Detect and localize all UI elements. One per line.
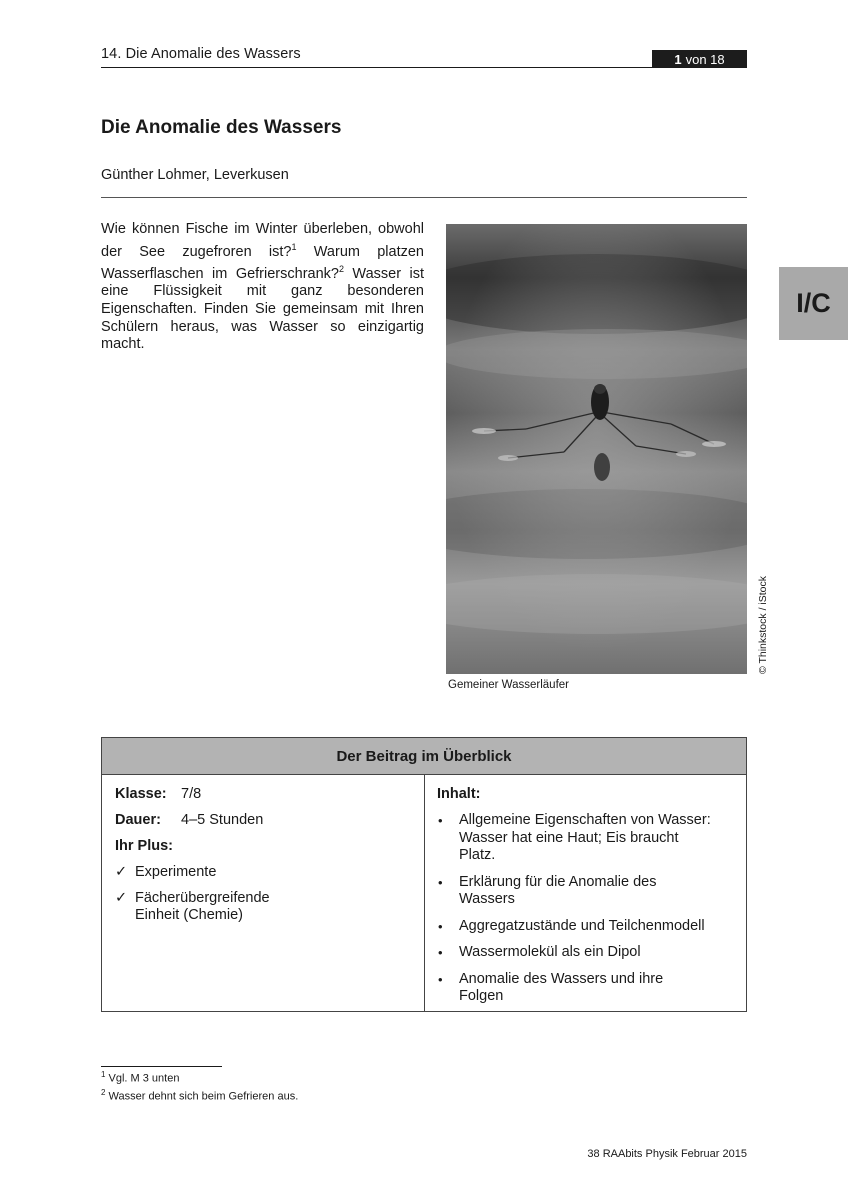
photo-credit: © Thinkstock / iStock bbox=[757, 576, 769, 674]
plus-item-text: Fächerübergreifende Einheit (Chemie) bbox=[135, 890, 270, 923]
bullet-icon: • bbox=[438, 971, 443, 987]
footnote-number: 2 bbox=[101, 1088, 106, 1097]
section-tab: I/C bbox=[779, 267, 848, 340]
check-icon: ✓ bbox=[115, 890, 128, 906]
inhalt-item bbox=[437, 812, 742, 865]
author-line: Günther Lohmer, Leverkusen bbox=[101, 167, 289, 183]
footnote-text: Vgl. M 3 unten bbox=[108, 1072, 180, 1085]
dauer-value: 4–5 Stunden bbox=[181, 812, 264, 828]
running-header-title: 14. Die Anomalie des Wassers bbox=[101, 46, 301, 62]
plus-item-text: Experimente bbox=[135, 864, 217, 880]
inhalt-item-text: Wassermolekül als ein Dipol bbox=[459, 944, 641, 960]
inhalt-label: Inhalt: bbox=[437, 786, 481, 802]
footnote-ref-2[interactable]: 2 bbox=[338, 264, 344, 275]
intro-text-1: Wie können Fische im Winter überleben, obwohl der See zugefroren ist? bbox=[101, 221, 424, 260]
page-current: 1 bbox=[674, 51, 682, 67]
bullet-icon: • bbox=[438, 813, 443, 828]
column-divider bbox=[424, 775, 425, 1012]
header-rule bbox=[101, 67, 747, 68]
inhalt-item bbox=[437, 874, 742, 909]
footnote-ref-1[interactable]: 1 bbox=[291, 241, 297, 252]
inhalt-item bbox=[437, 971, 742, 1006]
footnote-1 bbox=[101, 1070, 179, 1085]
plus-item bbox=[115, 890, 415, 924]
title-rule bbox=[101, 197, 747, 198]
inhalt-item-text: Erklärung für die Anomalie des Wassers bbox=[459, 873, 657, 907]
article-title: Die Anomalie des Wassers bbox=[101, 117, 342, 138]
footnote-2 bbox=[101, 1088, 298, 1103]
page-footer: 38 RAAbits Physik Februar 2015 bbox=[587, 1148, 747, 1160]
klasse-label: Klasse: bbox=[115, 786, 167, 802]
footnote-number: 1 bbox=[101, 1070, 106, 1079]
bullet-icon: • bbox=[438, 945, 443, 960]
overview-right-column bbox=[437, 786, 742, 1015]
page-total: von 18 bbox=[685, 51, 725, 67]
photo-caption: Gemeiner Wasserläufer bbox=[448, 679, 570, 691]
dauer-label: Dauer: bbox=[115, 812, 161, 828]
inhalt-item-text: Anomalie des Wassers und ihre Folgen bbox=[459, 970, 664, 1004]
klasse-value: 7/8 bbox=[181, 786, 202, 802]
dauer-row bbox=[115, 812, 415, 838]
intro-paragraph bbox=[101, 221, 424, 354]
overview-left-column bbox=[115, 786, 415, 933]
klasse-row bbox=[115, 786, 415, 812]
overview-heading: Der Beitrag im Überblick bbox=[102, 738, 746, 775]
bullet-icon: • bbox=[438, 918, 443, 934]
bullet-icon: • bbox=[438, 874, 443, 890]
water-strider-photo bbox=[446, 224, 747, 674]
intro-text-3: Wasser ist eine Flüssigkeit mit ganz besonderen Eigenschaften. Finden Sie gemeinsam mit Ihren Schülern heraus, was Wasser so einzigartig macht. bbox=[101, 265, 424, 353]
intro-text-2: Warum platzen Wasserflaschen im Gefrierschrank? bbox=[101, 243, 424, 282]
plus-label: Ihr Plus: bbox=[115, 838, 174, 854]
inhalt-item bbox=[437, 918, 742, 936]
inhalt-item bbox=[437, 944, 742, 962]
footnote-text: Wasser dehnt sich beim Gefrieren aus. bbox=[108, 1090, 299, 1103]
footnote-rule bbox=[101, 1066, 222, 1067]
check-icon: ✓ bbox=[115, 864, 128, 880]
overview-table bbox=[101, 737, 747, 1012]
inhalt-item-text: Allgemeine Eigenschaften von Wasser: Wasser hat eine Haut; Eis braucht Platz. bbox=[459, 812, 711, 863]
plus-item bbox=[115, 864, 415, 881]
page-number-badge bbox=[652, 50, 747, 68]
inhalt-item-text: Aggregatzustände und Teilchenmodell bbox=[459, 917, 705, 934]
